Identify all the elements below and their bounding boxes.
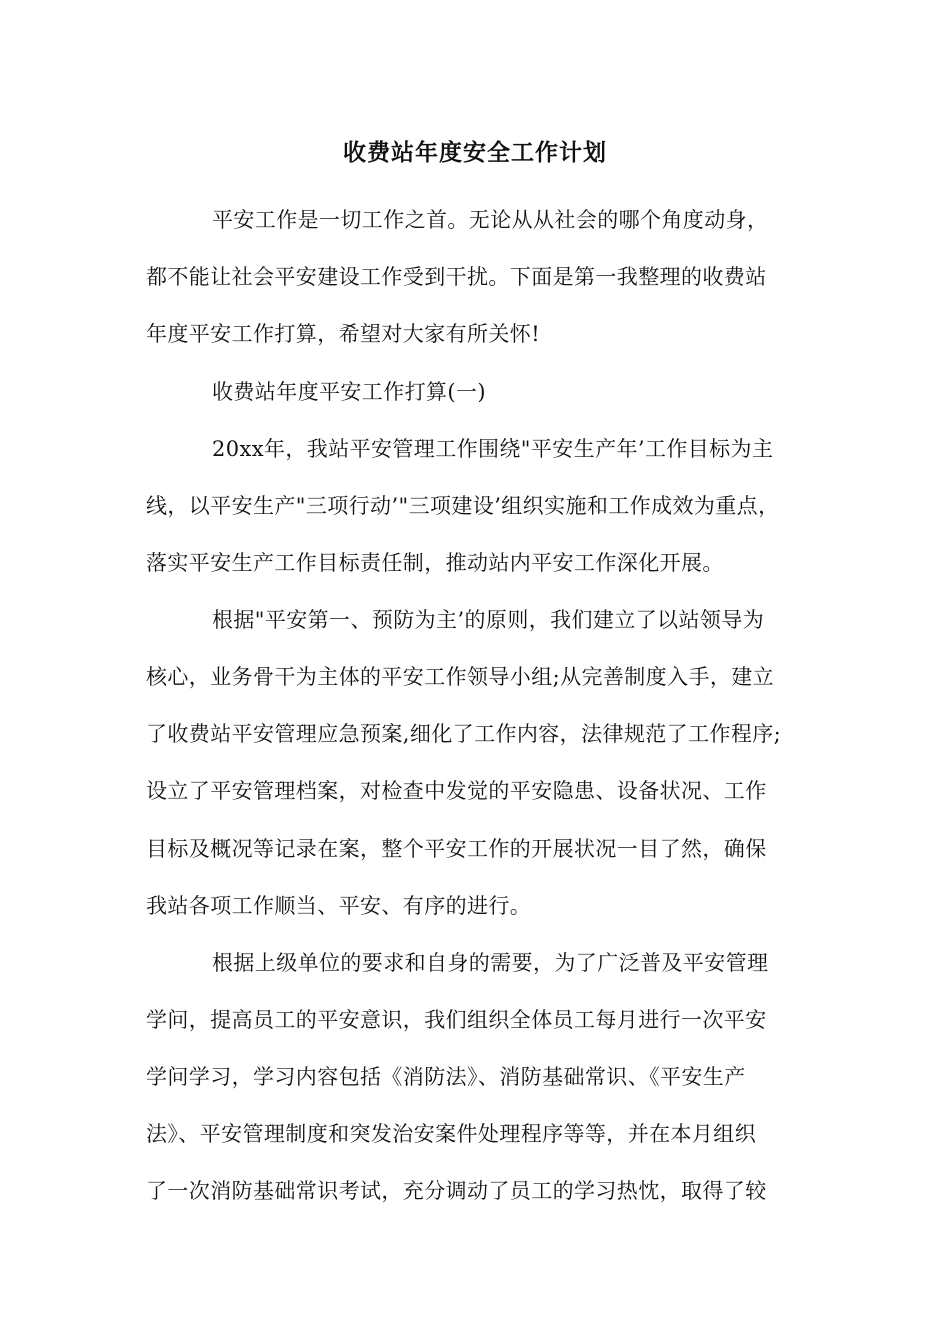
document-title: 收费站年度安全工作计划 <box>343 140 607 166</box>
paragraph-line: 设立了平安管理档案，对检查中发觉的平安隐患、设备状况、工作 <box>146 779 767 803</box>
paragraph-line: 落实平安生产工作目标责任制，推动站内平安工作深化开展。 <box>146 551 724 575</box>
paragraph-line: 年度平安工作打算，希望对大家有所关怀! <box>146 322 541 346</box>
paragraph-line: 了一次消防基础常识考试，充分调动了员工的学习热忱，取得了较 <box>146 1179 767 1203</box>
paragraph-line: 了收费站平安管理应急预案,细化了工作内容，法律规范了工作程序; <box>146 722 782 746</box>
paragraph-line: 线，以平安生产"三项行动’"三项建设’组织实施和工作成效为重点， <box>146 494 780 518</box>
paragraph-line: 学问，提高员工的平安意识，我们组织全体员工每月进行一次平安 <box>146 1008 767 1032</box>
paragraph-line: 核心，业务骨干为主体的平安工作领导小组;从完善制度入手，建立 <box>146 665 775 689</box>
paragraph-line: 平安工作是一切工作之首。无论从从社会的哪个角度动身， <box>212 208 769 232</box>
paragraph-line: 法》、平安管理制度和突发治安案件处理程序等等，并在本月组织 <box>146 1122 757 1146</box>
paragraph-line: 根据上级单位的要求和自身的需要，为了广泛普及平安管理 <box>212 951 769 975</box>
paragraph-line: 我站各项工作顺当、平安、有序的进行。 <box>146 894 532 918</box>
paragraph-line: 目标及概况等记录在案，整个平安工作的开展状况一目了然，确保 <box>146 837 767 861</box>
section-heading: 收费站年度平安工作打算(一) <box>212 380 486 404</box>
paragraph-line: 根据"平安第一、预防为主’的原则，我们建立了以站领导为 <box>212 608 765 632</box>
paragraph-line: 20xx年，我站平安管理工作围绕"平安生产年’工作目标为主 <box>212 437 774 461</box>
paragraph-line: 都不能让社会平安建设工作受到干扰。下面是第一我整理的收费站 <box>146 265 767 289</box>
paragraph-line: 学问学习，学习内容包括《消防法》、消防基础常识、《平安生产 <box>146 1065 746 1089</box>
